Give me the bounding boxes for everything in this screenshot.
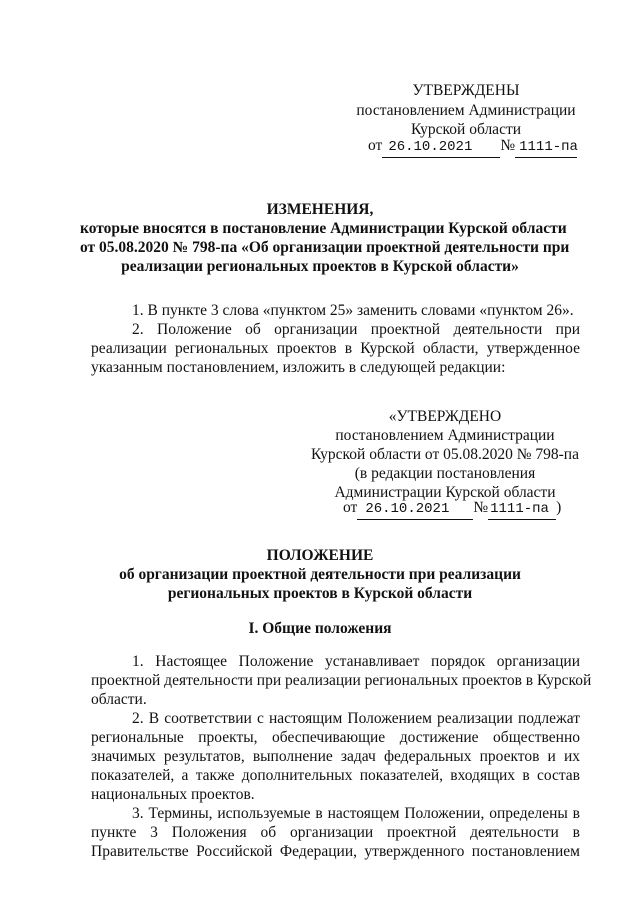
changes-subtitle-1: которые вносятся в постановление Администрации Курской области [80, 220, 567, 237]
regulation-subtitle-2: региональных проектов в Курской области [167, 585, 473, 602]
approval-line2: Курской области [410, 121, 522, 138]
approval2-line4: Администрации Курской области [334, 484, 556, 501]
date2-prefix: от [343, 499, 358, 516]
item-1: 1. В пункте 3 слова «пунктом 25» заменить словами «пунктом 26». [132, 302, 574, 319]
s1-p3-line-2: пункте 3 Положения об организации проектной деятельности в [91, 824, 580, 841]
item-2-line-3: указанным постановлением, изложить в следующей редакции: [91, 359, 506, 376]
date-prefix: от [368, 137, 383, 154]
approval2-number: 1111-па [488, 499, 556, 520]
changes-title: ИЗМЕНЕНИЯ, [266, 201, 374, 218]
s1-p1-line-2: проектной деятельности при реализации региональных проектов в Курской [91, 672, 592, 689]
approval2-line2: Курской области от 05.08.2020 № 798-па [311, 446, 579, 463]
approval2-title: «УТВЕРЖДЕНО [388, 408, 502, 425]
approval2-line3: (в редакции постановления [354, 465, 536, 482]
s1-p2-line-4: показателей, а также дополнительных показателей, входящих в состав [91, 767, 580, 784]
approval2-date: 26.10.2021 [357, 499, 473, 520]
s1-p1-line-3: области. [91, 691, 147, 708]
approval-number: 1111-па [515, 137, 577, 158]
s1-p2-line-5: национальных проектов. [91, 786, 255, 803]
approval-date: 26.10.2021 [382, 137, 500, 158]
item-2-line-2: реализации региональных проектов в Курской области, утвержденное [91, 340, 580, 357]
approval2-date-line [343, 498, 561, 520]
s1-p3-line-1: 3. Термины, используемые в настоящем Положении, определены в [132, 805, 580, 822]
s1-p2-line-2: региональные проекты, обеспечивающие достижение общественно [91, 729, 580, 746]
regulation-title: ПОЛОЖЕНИЕ [266, 547, 374, 564]
s1-p2-line-3: значимых результатов, выполнение задач федеральных проектов и их [91, 748, 580, 765]
approval-date-line [368, 136, 577, 158]
changes-subtitle-3: реализации региональных проектов в Курской области» [121, 258, 519, 275]
changes-subtitle-2: от 05.08.2020 № 798-па «Об организации проектной деятельности при [80, 239, 570, 256]
number-prefix: № [500, 137, 516, 154]
approval-line1: постановлением Администрации [356, 102, 576, 119]
approval2-line1: постановлением Администрации [335, 427, 555, 444]
s1-p2-line-1: 2. В соответствии с настоящим Положением реализации подлежат [132, 710, 580, 727]
s1-p3-line-3: Правительстве Российской Федерации, утвержденного постановлением [91, 843, 580, 860]
s1-p1-line-1: 1. Настоящее Положение устанавливает порядок организации [132, 653, 580, 670]
approval-title: УТВЕРЖДЕНЫ [412, 82, 520, 99]
number2-prefix: № [473, 499, 489, 516]
section-1-title: I. Общие положения [248, 620, 392, 637]
approval2-close: ) [556, 499, 562, 516]
item-2-line-1: 2. Положение об организации проектной деятельности при [132, 321, 580, 338]
regulation-subtitle-1: об организации проектной деятельности при реализации [119, 566, 521, 583]
